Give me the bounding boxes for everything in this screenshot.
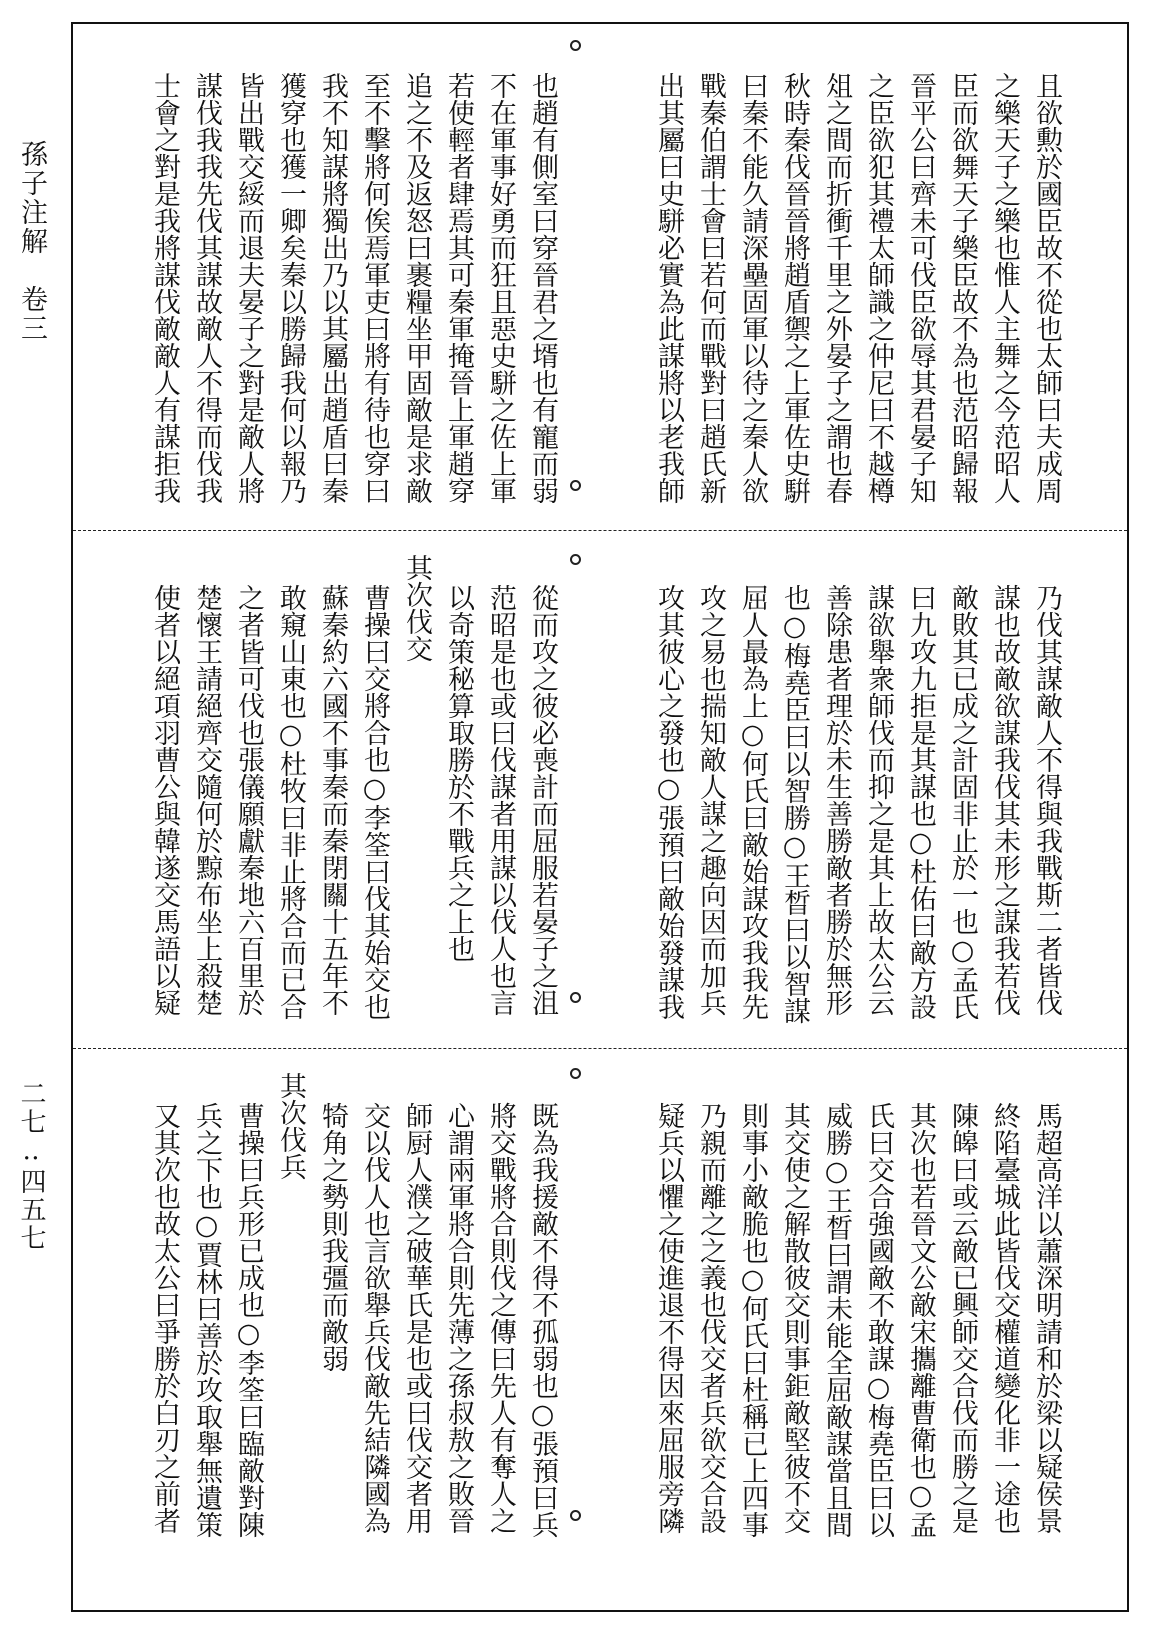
text-column: 既為我援敵不得不孤弱也○張預曰兵 [527,1102,558,1538]
text-column: 獲穿也獲一卿矣秦以勝歸我何以報乃 [275,72,306,504]
circle-mark [570,554,581,565]
text-column: 善除患者理於未生善勝敵者勝於無形 [821,584,852,1016]
text-column: 謀也故敵欲謀我伐其未形之謀我若伐 [989,584,1020,1016]
circle-mark [570,1510,581,1521]
panel-divider [73,1048,1127,1049]
panel-top [73,22,1127,534]
text-column: 皆出戰交綏而退夫晏子之對是敵人將 [233,72,264,504]
text-column: 俎之間而折衝千里之外晏子之謂也春 [821,72,852,504]
text-column: 心謂兩軍將合則先薄之孫叔敖之敗晉 [443,1102,474,1534]
text-column: 楚懷王請絕齊交隨何於黥布坐上殺楚 [191,584,222,1016]
text-column: 陳皞曰或云敵已興師交合伐而勝之是 [947,1102,978,1534]
text-column: 攻其彼心之發也○張預曰敵始發謀我 [653,584,684,1020]
text-column: 氏曰交合強國敵不敢謀○梅堯臣曰以 [863,1102,894,1538]
text-column: 之臣欲犯其禮太師識之仲尼曰不越樽 [863,72,894,504]
text-column: 敢窺山東也○杜牧曰非止將合而已合 [275,584,306,1020]
text-column: 戰秦伯謂士會曰若何而戰對曰趙氏新 [695,72,726,504]
text-column: 臣而欲舞天子樂臣故不為也范昭歸報 [947,72,978,504]
section-heading: 其次伐交 [401,554,432,662]
text-column: 交以伐人也言欲舉兵伐敵先結隣國為 [359,1102,390,1534]
text-column: 屈人最為上○何氏曰敵始謀攻我我先 [737,584,768,1020]
text-column: 曹操曰兵形已成也○李筌曰臨敵對陳 [233,1102,264,1538]
panel-middle [73,534,1127,1046]
text-column: 也○梅堯臣曰以智勝○王晳曰以智謀 [779,584,810,1024]
text-column: 犄角之勢則我彊而敵弱 [317,1102,348,1372]
text-column: 之者皆可伐也張儀願獻秦地六百里於 [233,584,264,1016]
section-heading: 其次伐兵 [275,1072,306,1180]
text-column: 我不知謀將獨出乃以其屬出趙盾曰秦 [317,72,348,504]
text-column: 馬超高洋以蕭深明請和於梁以疑侯景 [1031,1102,1062,1534]
circle-mark [570,1068,581,1079]
text-column: 乃伐其謀敵人不得與我戰斯二者皆伐 [1031,584,1062,1016]
circle-mark [570,40,581,51]
text-column: 其次也若晉文公敵宋攜離曹衛也○孟 [905,1102,936,1538]
circle-mark [570,480,581,491]
text-column: 謀欲舉衆師伐而抑之是其上故太公云 [863,584,894,1016]
text-column: 曹操曰交將合也○李筌曰伐其始交也 [359,584,390,1020]
text-column: 范昭是也或曰伐謀者用謀以伐人也言 [485,584,516,1016]
text-column: 至不擊將何俟焉軍吏曰將有待也穿曰 [359,72,390,504]
book-label: 孫子注解 卷三 [16,140,47,343]
text-column: 蘇秦約六國不事秦而秦閉關十五年不 [317,584,348,1016]
text-column: 之樂天子之樂也惟人主舞之今范昭人 [989,72,1020,504]
text-column: 謀伐我我先伐其謀故敵人不得而伐我 [191,72,222,504]
text-column: 也趙有側室曰穿晉君之壻也有寵而弱 [527,72,558,504]
text-column: 疑兵以懼之使進退不得因來屈服旁隣 [653,1102,684,1534]
text-column: 若使輕者肆焉其可秦軍掩晉上軍趙穿 [443,72,474,504]
text-column: 終陷臺城此皆伐交權道變化非一途也 [989,1102,1020,1534]
text-column: 攻之易也揣知敵人謀之趣向因而加兵 [695,584,726,1016]
text-column: 秋時秦伐晉晉將趙盾禦之上軍佐史騈 [779,72,810,504]
text-column: 且欲勲於國臣故不從也太師曰夫成周 [1031,72,1062,504]
text-column: 兵之下也○賈林曰善於攻取舉無遺策 [191,1102,222,1538]
text-column: 師厨人濮之破華氏是也或曰伐交者用 [401,1102,432,1534]
text-column: 曰九攻九拒是其謀也○杜佑曰敵方設 [905,584,936,1020]
circle-mark [570,992,581,1003]
text-column: 將交戰將合則伐之傳曰先人有奪人之 [485,1102,516,1534]
page-number: 二七‥四五七 [16,1080,46,1252]
text-column: 其交使之解散彼交則事鉅敵堅彼不交 [779,1102,810,1534]
text-column: 威勝○王晳曰謂未能全屈敵謀當且間 [821,1102,852,1538]
text-column: 追之不及返怒曰裹糧坐甲固敵是求敵 [401,72,432,504]
text-column: 士會之對是我將謀伐敵敵人有謀拒我 [149,72,180,504]
text-column: 晉平公曰齊未可伐臣欲辱其君晏子知 [905,72,936,504]
text-column: 又其次也故太公曰爭勝於白刃之前者 [149,1102,180,1534]
text-column: 使者以絕項羽曹公與韓遂交馬語以疑 [149,584,180,1016]
text-column: 從而攻之彼必喪計而屈服若晏子之沮 [527,584,558,1016]
panel-bottom [73,1052,1127,1564]
text-column: 以奇策秘算取勝於不戰兵之上也 [443,584,474,962]
text-column: 敵敗其已成之計固非止於一也○孟氏 [947,584,978,1020]
text-column: 不在軍事好勇而狂且惡史駢之佐上軍 [485,72,516,504]
text-column: 乃親而離之之義也伐交者兵欲交合設 [695,1102,726,1534]
text-column: 曰秦不能久請深壘固軍以待之秦人欲 [737,72,768,504]
text-column: 則事小敵脆也○何氏曰杜稱已上四事 [737,1102,768,1538]
text-column: 出其屬曰史駢必實為此謀將以老我師 [653,72,684,504]
